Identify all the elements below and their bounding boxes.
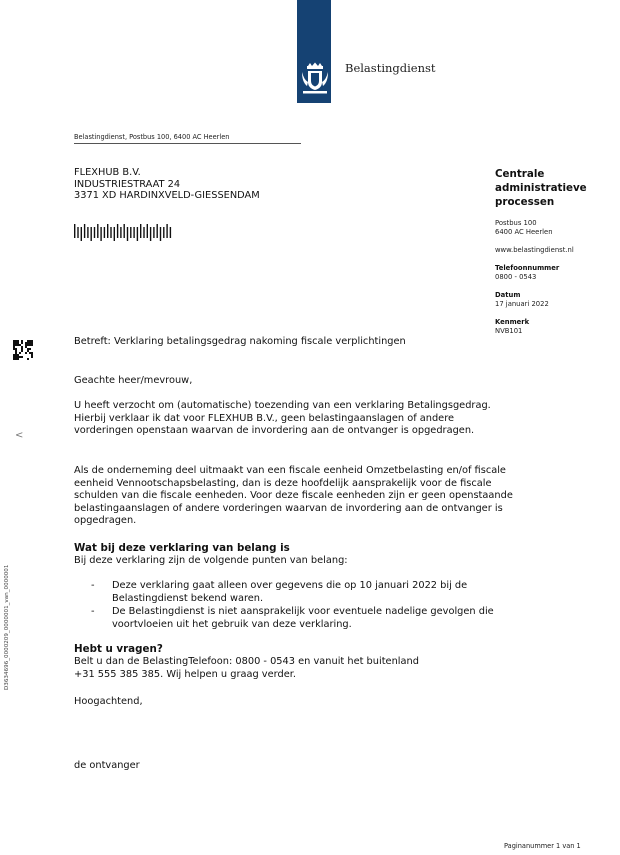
document-id: D3634696_0000209_0000001_van_0000001: [4, 564, 10, 690]
paragraph-text: U heeft verzocht om (automatische) toezending van een verklaring Betalingsgedrag. Hierbij verklaar ik dat voor FLEXHUB B.V., geen belastingaanslagen of andere vorderingen openstaan waarvan de invordering aan de ontvanger is opgedragen.: [74, 400, 491, 437]
qr-code-icon: [13, 340, 33, 360]
list-item: [74, 580, 514, 605]
sender-city: 6400 AC Heerlen: [495, 228, 553, 236]
contact-line-2: +31 555 385 385. Wij helpen u graag verder.: [74, 669, 296, 680]
paragraph-1: [74, 400, 514, 438]
sender-info: [495, 167, 615, 336]
bullet-marker: -: [91, 606, 95, 618]
recipient-line: INDUSTRIESTRAAT 24: [74, 178, 181, 190]
crest-logo-icon: [300, 62, 330, 96]
reference-label: Kenmerk: [495, 318, 530, 326]
website-link[interactable]: www.belastingdienst.nl: [495, 246, 574, 254]
department-name: [495, 167, 615, 209]
date-value: 17 januari 2022: [495, 300, 549, 308]
department-line: Centrale: [495, 168, 545, 180]
brand-name: Belastingdienst: [345, 61, 436, 75]
date-label: Datum: [495, 291, 521, 299]
recipient-line: FLEXHUB B.V.: [74, 167, 141, 178]
subject-line: Betreft: Verklaring betalingsgedrag nakoming fiscale verplichtingen: [74, 336, 406, 347]
signature: de ontvanger: [74, 760, 140, 771]
closing: Hoogachtend,: [74, 696, 143, 707]
salutation: Geachte heer/mevrouw,: [74, 375, 193, 386]
section-intro: Bij deze verklaring zijn de volgende punten van belang:: [74, 555, 348, 566]
contact-line-1: Belt u dan de BelastingTelefoon: 0800 - 0543 en vanuit het buitenland: [74, 656, 419, 667]
section-heading-questions: Hebt u vragen?: [74, 643, 163, 655]
recipient-address: [74, 167, 260, 202]
department-line: administratieve: [495, 182, 587, 194]
recipient-line: 3371 XD HARDINXVELD-GIESSENDAM: [74, 190, 260, 201]
list-item-text: Deze verklaring gaat alleen over gegevens die op 10 januari 2022 bij de Belastingdienst bekend waren.: [112, 580, 468, 604]
sender-postbus: Postbus 100: [495, 219, 537, 227]
return-address: Belastingdienst, Postbus 100, 6400 AC Heerlen: [74, 133, 301, 144]
bullet-list: [74, 580, 514, 632]
list-item-text: De Belastingdienst is niet aansprakelijk voor eventuele nadelige gevolgen die voortvloeien uit het gebruik van deze verklaring.: [112, 606, 494, 630]
paragraph-text: Als de onderneming deel uitmaakt van een fiscale eenheid Omzetbelasting en/of fiscale eenheid Vennootschapsbelasting, dan is deze hoofdelijk aansprakelijk voor de fiscale schulden van die fiscale eenheden. Voor deze fiscale eenheden zijn er geen openstaande belastingaanslagen of andere vorderingen waarvan de invordering aan de ontvanger is opgedragen.: [74, 465, 513, 527]
phone-value: 0800 - 0543: [495, 273, 537, 281]
paragraph-2: [74, 465, 514, 528]
section-heading-importance: Wat bij deze verklaring van belang is: [74, 542, 290, 554]
margin-mark: <: [15, 430, 24, 441]
bullet-marker: -: [91, 580, 95, 591]
reference-value: NVB101: [495, 327, 523, 335]
page-number: Paginanummer 1 van 1: [504, 842, 581, 850]
department-line: processen: [495, 196, 555, 208]
phone-label: Telefoonnummer: [495, 264, 560, 272]
list-item: [74, 606, 514, 631]
postal-barcode: [74, 224, 174, 241]
